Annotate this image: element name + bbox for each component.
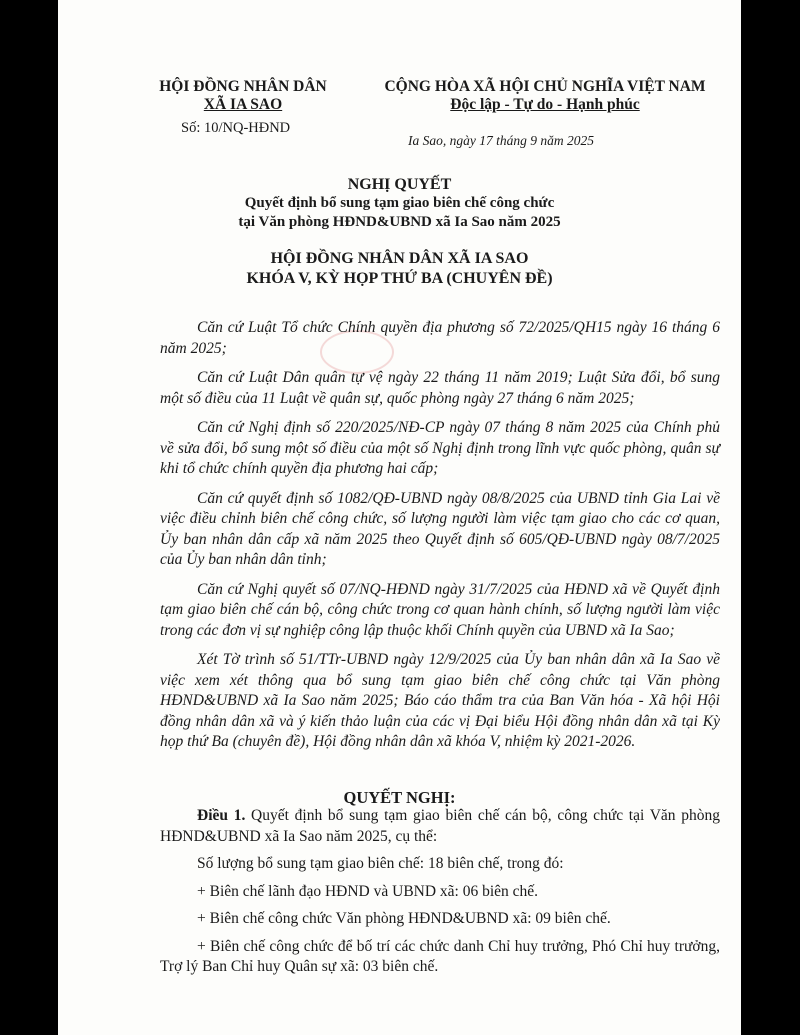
council-line-1: HỘI ĐỒNG NHÂN DÂN XÃ IA SAO xyxy=(270,250,529,267)
preamble-paragraph: Căn cứ Nghị định số 220/2025/NĐ-CP ngày 07 tháng 8 năm 2025 của Chính phủ về sửa đổi, bổ sung một số điều của một số Nghị định trong lĩnh vực quốc phòng, quân sự khi tổ chức chính quyền địa phương hai cấp; xyxy=(160,419,720,477)
title-sub-2: tại Văn phòng HĐND&UBND xã Ia Sao năm 2025 xyxy=(238,214,561,230)
decision-heading: QUYẾT NGHỊ: xyxy=(343,788,456,807)
article-1-intro xyxy=(160,806,720,847)
article-1-item: + Biên chế công chức để bố trí các chức danh Chỉ huy trưởng, Phó Chỉ huy trưởng, Trợ lý Ban Chỉ huy Quân sự xã: 03 biên chế. xyxy=(160,937,720,975)
article-1-total: Số lượng bổ sung tạm giao biên chế: 18 biên chế, trong đó: xyxy=(197,855,564,872)
council-heading xyxy=(58,249,741,289)
agency-line-1: HỘI ĐỒNG NHÂN DÂN xyxy=(159,78,327,95)
preamble-paragraph: Căn cứ Luật Dân quân tự vệ ngày 22 tháng 11 năm 2019; Luật Sửa đổi, bổ sung một số điều của 11 Luật về quân sự, quốc phòng ngày 27 tháng 6 năm 2025; xyxy=(160,369,720,407)
title-sub-1: Quyết định bổ sung tạm giao biên chế công chức xyxy=(244,195,555,211)
country-name: CỘNG HÒA XÃ HỘI CHỦ NGHĨA VIỆT NAM xyxy=(384,78,706,95)
document-page xyxy=(58,0,741,1035)
article-1 xyxy=(160,806,720,985)
document-number: Số: 10/NQ-HĐND xyxy=(181,120,291,136)
preamble-paragraph: Xét Tờ trình số 51/TTr-UBND ngày 12/9/2025 của Ủy ban nhân dân xã Ia Sao về việc xem xét thông qua bổ sung tạm giao biên chế công chức tại Văn phòng HĐND&UBND xã Ia Sao năm 2025; Báo cáo thẩm tra của Ban Văn hóa - Xã hội Hội đồng nhân dân xã và ý kiến thảo luận của các vị Đại biểu Hội đồng nhân dân xã tại Kỳ họp thứ Ba (chuyên đề), Hội đồng nhân dân xã khóa V, nhiệm kỳ 2021-2026. xyxy=(160,651,720,750)
agency-line-2: XÃ IA SAO xyxy=(203,96,283,113)
national-motto xyxy=(370,78,720,114)
article-1-item: + Biên chế công chức Văn phòng HĐND&UBND xã: 09 biên chế. xyxy=(197,910,611,927)
preamble-paragraph: Căn cứ Nghị quyết số 07/NQ-HĐND ngày 31/7/2025 của HĐND xã về Quyết định tạm giao biên chế cán bộ, công chức trong cơ quan hành chính, số lượng người làm việc trong các đơn vị sự nghiệp công lập thuộc khối Chính quyền của UBND xã Ia Sao; xyxy=(160,580,720,639)
title-main: NGHỊ QUYẾT xyxy=(347,176,452,193)
motto: Độc lập - Tự do - Hạnh phúc xyxy=(450,96,640,113)
preamble xyxy=(160,318,720,762)
document-date: Ia Sao, ngày 17 tháng 9 năm 2025 xyxy=(408,133,594,148)
article-1-label: Điều 1. xyxy=(197,807,246,824)
article-1-text: Quyết định bổ sung tạm giao biên chế cán bộ, công chức tại Văn phòng HĐND&UBND xã Ia Sao năm 2025, cụ thể: xyxy=(160,807,721,845)
article-1-item: + Biên chế lãnh đạo HĐND và UBND xã: 06 biên chế. xyxy=(197,882,539,900)
council-line-2: KHÓA V, KỲ HỌP THỨ BA (CHUYÊN ĐỀ) xyxy=(246,270,553,287)
preamble-paragraph: Căn cứ Luật Tổ chức Chính quyền địa phương số 72/2025/QH15 ngày 16 tháng 6 năm 2025; xyxy=(160,319,720,357)
preamble-paragraph: Căn cứ quyết định số 1082/QĐ-UBND ngày 08/8/2025 của UBND tỉnh Gia Lai về việc điều chỉnh biên chế công chức, số lượng người làm việc tạm giao cho các cơ quan, Ủy ban nhân dân cấp xã năm 2025 theo Quyết định số 605/QĐ-UBND ngày 08/7/2025 của Ủy ban nhân dân tỉnh; xyxy=(160,489,720,568)
issuing-agency xyxy=(148,78,338,114)
document-title xyxy=(58,175,741,232)
